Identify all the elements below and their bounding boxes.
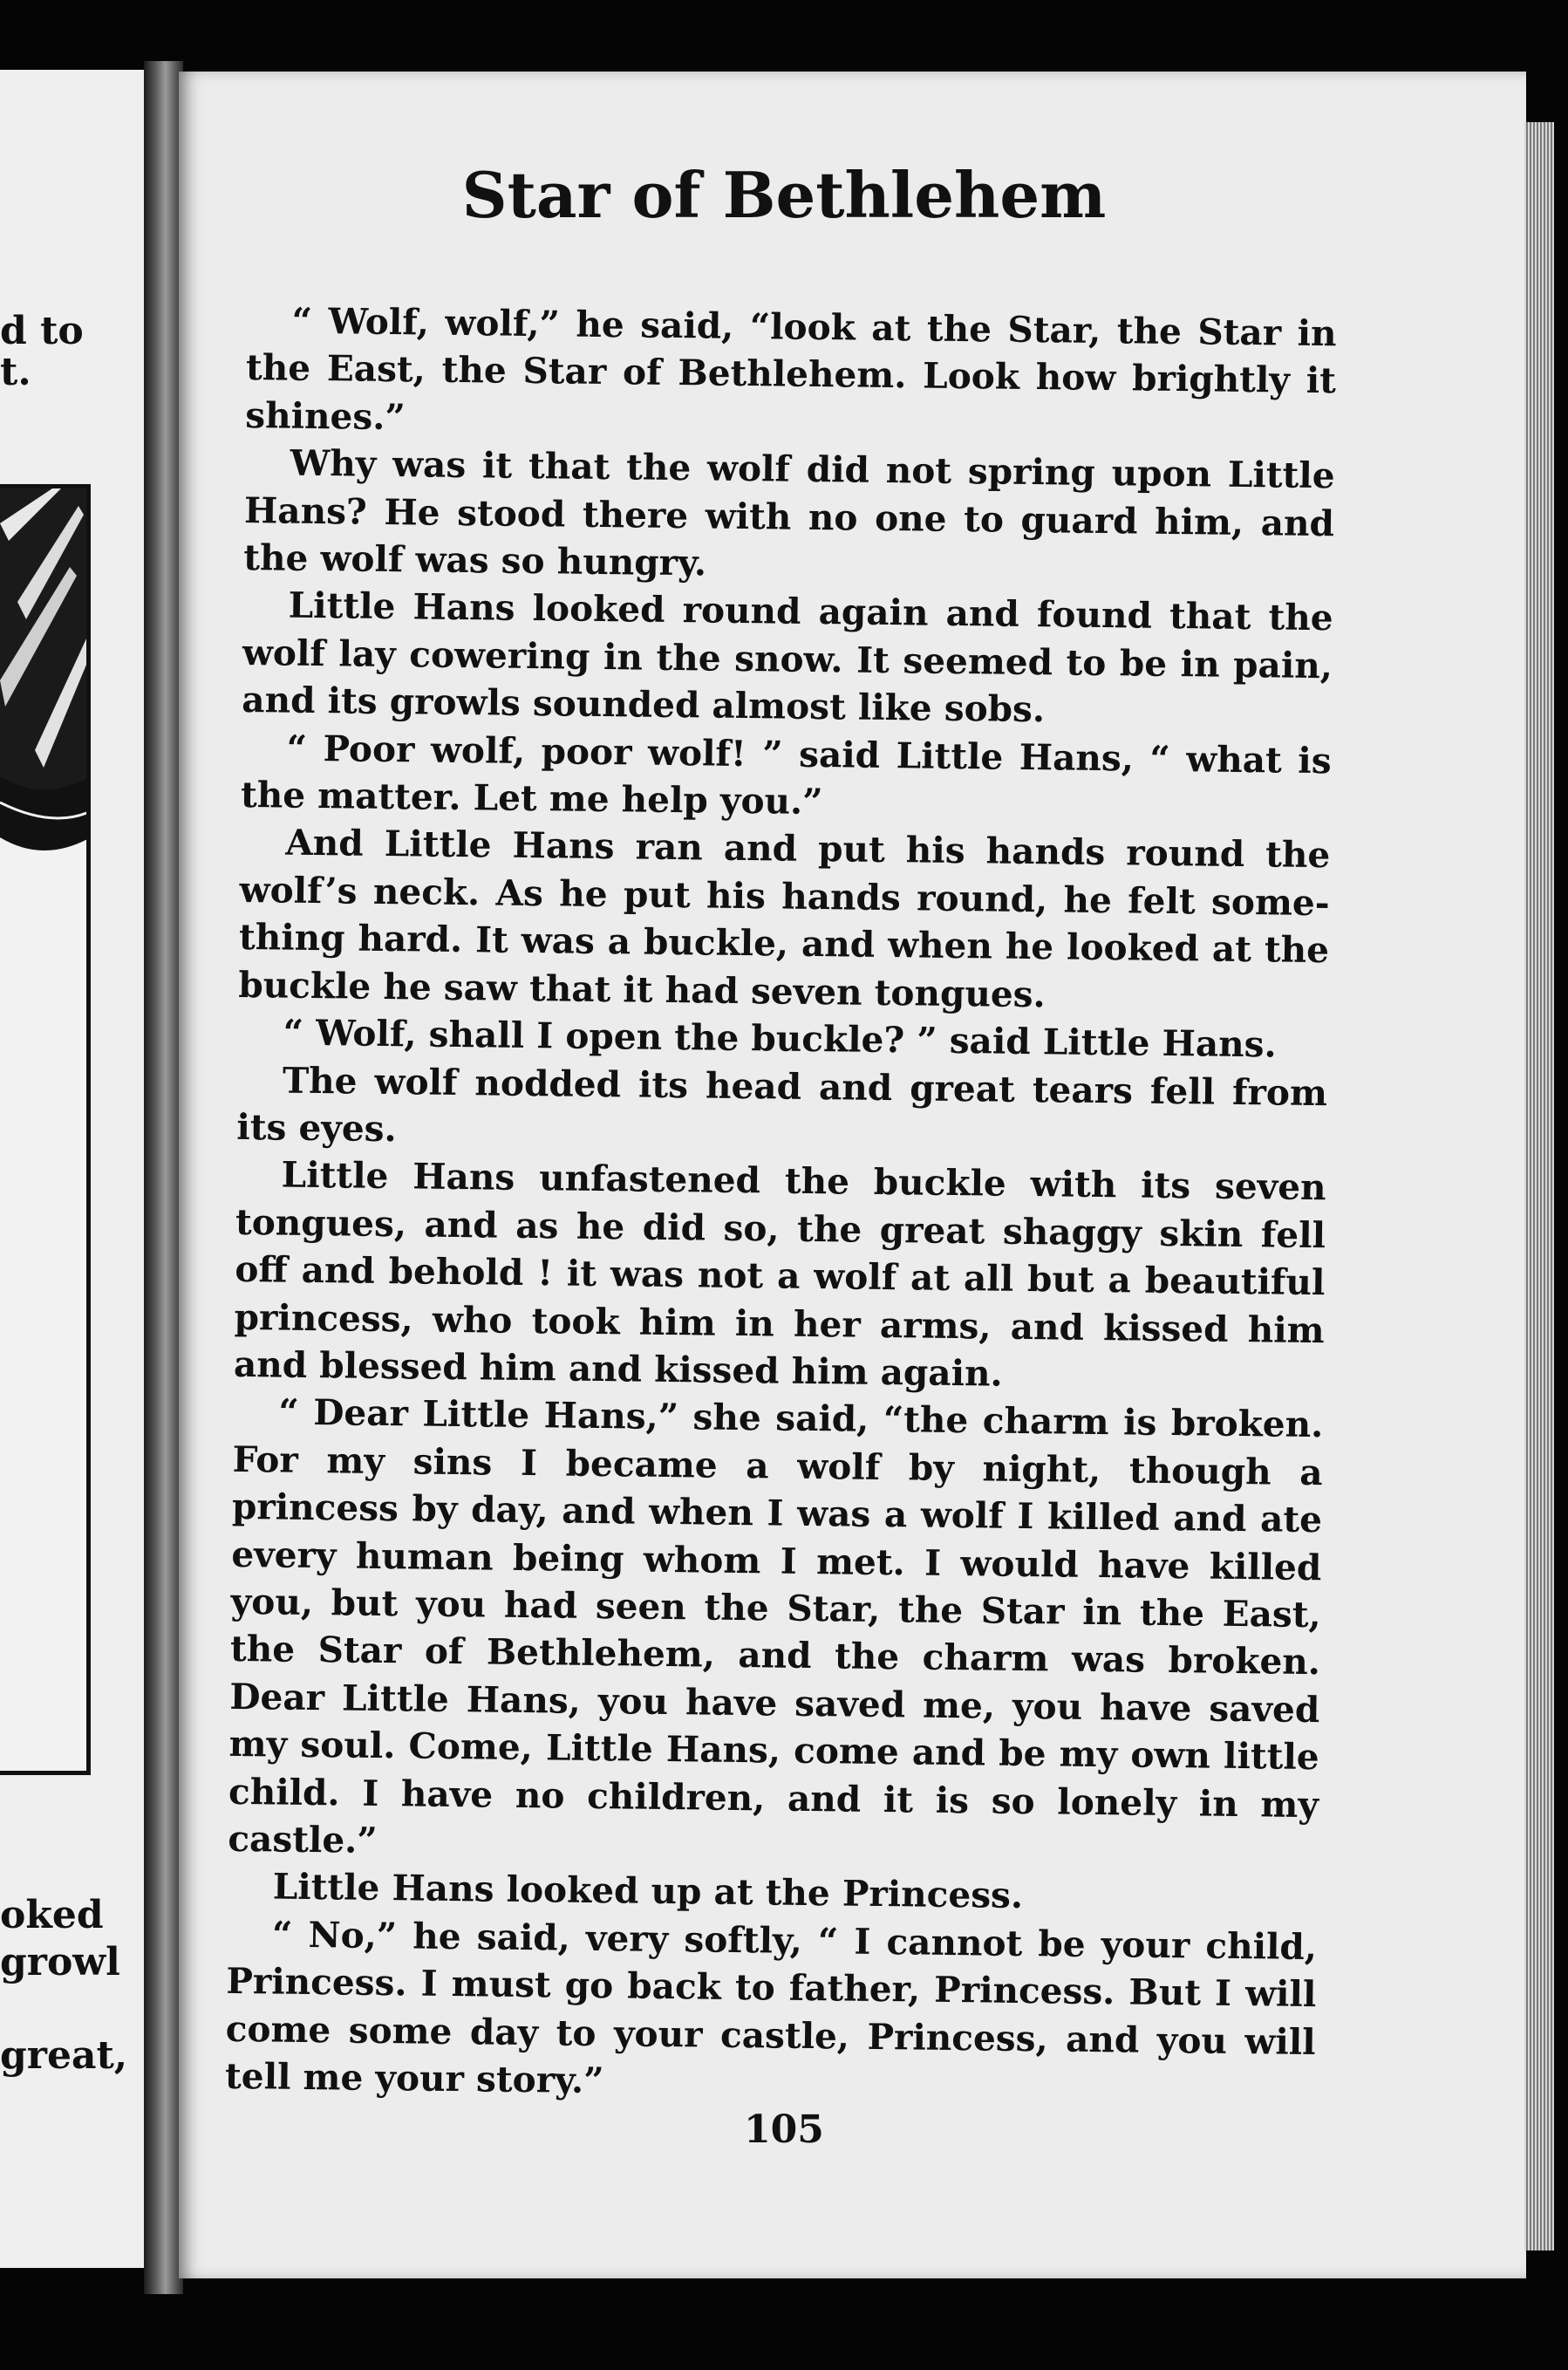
left-page-text-line: growl xyxy=(0,1940,120,1984)
left-page-text-line: oked xyxy=(0,1893,104,1937)
paragraph: Little Hans looked round again and found that the wolf lay cowering in the snow. It seemed to be in pain, and its growls sounded almost like sobs. xyxy=(242,584,1333,731)
woodcut-illustration-fragment xyxy=(0,488,91,1775)
paragraph: Why was it that the wolf did not spring upon Little Hans? He stood there with no one to guard him, and the wolf was so hungry. xyxy=(243,441,1335,584)
paragraph: “ Wolf, shall I open the buckle? ” said Little Hans. xyxy=(283,1011,1277,1066)
paragraph: “ Wolf, wolf,” he said, “look at the Star, the Star in the East, the Star of Bethlehem. Look how brightly it shines.” xyxy=(245,299,1337,439)
left-page-fragment xyxy=(0,70,150,2268)
left-page-illustration xyxy=(0,484,91,1775)
paragraph: Little Hans unfastened the buckle with its seven tongues, and as he did so, the great shaggy skin fell off and behold ! it was not a wolf at all but a beautiful princess, who took him in her arms, and kissed him and blessed him and kissed him again. xyxy=(233,1153,1326,1395)
book-gutter xyxy=(144,61,183,2294)
paragraph: And Little Hans ran and put his hands round the wolf’s neck. As he put his hands round, he felt some-thing hard. It was a buckle, and when he looked at the buckle he saw that it had seven tongues. xyxy=(238,822,1331,1015)
running-head: Star of Bethlehem xyxy=(461,158,1107,232)
paragraph: The wolf nodded its head and great tears fell from its eyes. xyxy=(236,1059,1328,1151)
paragraph: “ Poor wolf, poor wolf! ” said Little Hans, “ what is the matter. Let me help you.” xyxy=(240,727,1332,823)
page-body-text xyxy=(225,297,1337,2114)
page-edges xyxy=(1524,122,1554,2250)
left-page-text-line: great, xyxy=(0,2033,128,2078)
page-number: 105 xyxy=(744,2107,824,2152)
left-page-text-line: t. xyxy=(0,350,31,394)
paragraph: “ No,” he said, very softly, “ I cannot be your child, Princess. I must go back to father, Princess. But I will come some day to your castle, Princess, and you will tell me your story.” xyxy=(224,1913,1318,2102)
left-page-text-line: d to xyxy=(0,309,84,353)
paragraph: Little Hans looked up at the Princess. xyxy=(272,1865,1024,1917)
paragraph: “ Dear Little Hans,” she said, “the charm is broken. For my sins I became a wolf by night, though a princess by day, and when I was a wolf I killed and ate every human being whom I met. I would have killed you, but you had seen the Star, the Star in the East, the Star of Bethlehem, and the charm was broken. Dear Little Hans, you have saved me, you have saved my soul. Come, Little Hans, come and be my own little child. I have no children, and it is so lonely in my castle.” xyxy=(228,1390,1324,1861)
